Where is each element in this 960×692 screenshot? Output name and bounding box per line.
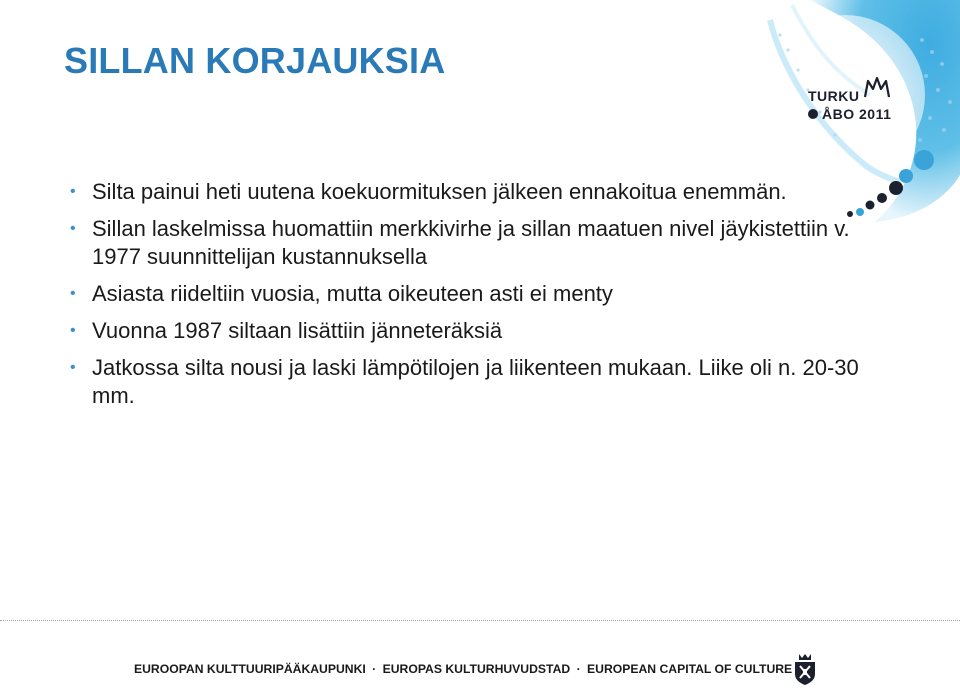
bullet-marker: • bbox=[70, 220, 76, 237]
bullet-item bbox=[70, 280, 890, 308]
footer-separator: · bbox=[372, 662, 377, 676]
slide-title: SILLAN KORJAUKSIA bbox=[64, 40, 446, 81]
logo-dot bbox=[808, 109, 818, 119]
bullet-text: Asiasta riideltiin vuosia, mutta oikeuteen asti ei menty bbox=[92, 281, 613, 306]
logo-line-abo-2011: ÅBO 2011 bbox=[822, 106, 892, 122]
footer-part-swedish: EUROPAS KULTURHUVUDSTAD bbox=[382, 662, 571, 676]
footer-divider bbox=[0, 620, 960, 621]
coat-of-arms-icon bbox=[793, 652, 817, 686]
bullet-marker: • bbox=[70, 359, 76, 376]
footer-caption bbox=[134, 662, 792, 676]
bullet-item bbox=[70, 215, 890, 271]
bullet-marker: • bbox=[70, 285, 76, 302]
footer-part-finnish: EUROOPAN KULTTUURIPÄÄKAUPUNKI bbox=[134, 662, 366, 676]
bullet-text: Sillan laskelmissa huomattiin merkkivirhe ja sillan maatuen nivel jäykistettiin v. 1977 suunnittelijan kustannuksella bbox=[92, 216, 850, 269]
bullet-text: Silta painui heti uutena koekuormituksen jälkeen ennakoitua enemmän. bbox=[92, 179, 787, 204]
logo-line-turku: TURKU bbox=[808, 88, 860, 104]
crown-icon bbox=[862, 75, 892, 105]
bullet-item bbox=[70, 178, 890, 206]
bullet-text: Vuonna 1987 siltaan lisättiin jänneteräksiä bbox=[92, 318, 503, 343]
bullet-marker: • bbox=[70, 183, 76, 200]
footer-separator: · bbox=[576, 662, 581, 676]
footer-part-english: EUROPEAN CAPITAL OF CULTURE bbox=[587, 662, 793, 676]
turku-abo-2011-logo bbox=[806, 75, 896, 125]
bullet-marker: • bbox=[70, 322, 76, 339]
bullet-text: Jatkossa silta nousi ja laski lämpötilojen ja liikenteen mukaan. Liike oli n. 20-30 mm. bbox=[92, 355, 859, 408]
bullet-item bbox=[70, 317, 890, 345]
bullet-list bbox=[70, 178, 890, 419]
bullet-item bbox=[70, 354, 890, 410]
